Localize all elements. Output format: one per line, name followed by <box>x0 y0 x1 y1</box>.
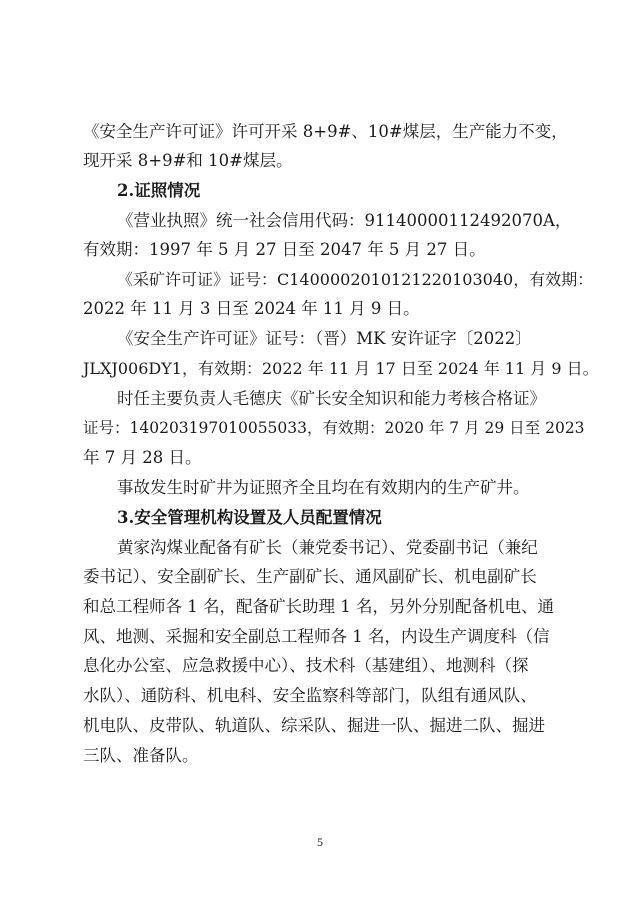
text-line: 有效期：1997 年 5 月 27 日至 2047 年 5 月 27 日。 <box>83 240 486 259</box>
text-line: 现开采 8+9#和 10#煤层。 <box>83 151 293 170</box>
text-line: 年 7 月 28 日。 <box>83 448 202 467</box>
text-line: JLXJ006DY1，有效期：2022 年 11 月 17 日至 2024 年 11 月 9 日。 <box>83 359 599 378</box>
text-line: 委书记）、安全副矿长、生产副矿长、通风副矿长、机电副矿长 <box>83 567 537 586</box>
text-line: 证号：140203197010055033，有效期：2020 年 7 月 29 日至 2023 <box>83 419 585 437</box>
text-line: 《营业执照》统一社会信用代码：91140000112492070A， <box>117 211 572 230</box>
text-line: 和总工程师各 1 名，配备矿长助理 1 名，另外分别配备机电、通 <box>83 597 554 616</box>
text-line: 《安全生产许可证》证号：（晋）MK 安许证字〔2022〕 <box>117 329 532 348</box>
text-line: 水队）、通防科、机电科、安全监察科等部门，队组有通风队、 <box>83 686 537 705</box>
text-line: 《采矿许可证》证号：C1400002010121220103040，有效期： <box>117 270 594 289</box>
section-heading: 3.安全管理机构设置及人员配置情况 <box>117 508 382 527</box>
text-line: 机电队、皮带队、轨道队、综采队、掘进一队、掘进二队、掘进 <box>83 716 545 735</box>
text-line: 事故发生时矿井为证照齐全且均在有效期内的生产矿井。 <box>117 478 530 497</box>
text-line: 时任主要负责人毛德庆《矿长安全知识和能力考核合格证》 <box>117 389 546 408</box>
text-line: 三队、准备队。 <box>83 746 199 765</box>
section-heading: 2.证照情况 <box>117 181 201 200</box>
text-line: 《安全生产许可证》许可开采 8+9#、10#煤层，生产能力不变， <box>83 122 568 141</box>
text-line: 2022 年 11 月 3 日至 2024 年 11 月 9 日。 <box>83 299 420 318</box>
text-line: 风、地测、采掘和安全副总工程师各 1 名，内设生产调度科（信 <box>83 627 550 646</box>
text-line: 息化办公室、应急救援中心）、技术科（基建组）、地测科（探 <box>83 656 529 675</box>
text-line: 黄家沟煤业配备有矿长（兼党委书记）、党委副书记（兼纪 <box>117 538 538 557</box>
page-number: 5 <box>317 835 323 849</box>
